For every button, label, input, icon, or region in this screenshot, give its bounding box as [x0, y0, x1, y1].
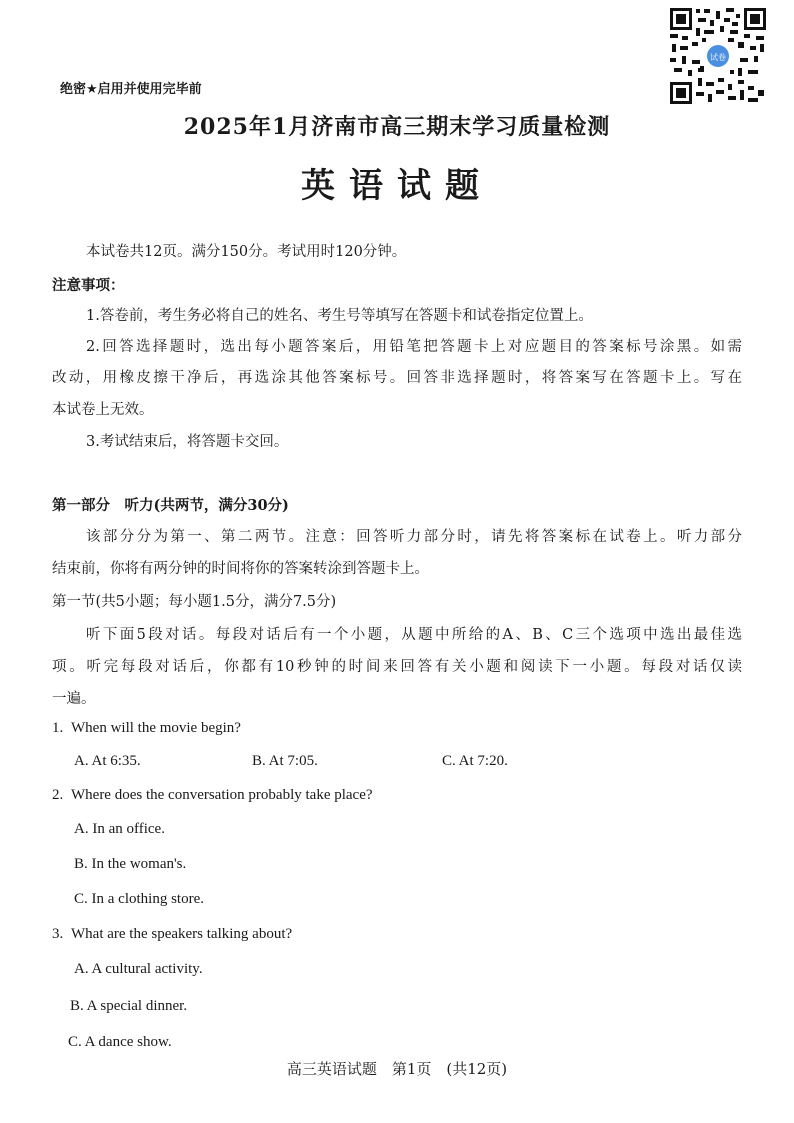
q3-option-c[interactable]: C. A dance show.: [68, 1034, 172, 1050]
notes-item-2-line-3: 本试卷上无效。: [52, 402, 154, 418]
question-number: 3.: [52, 926, 64, 942]
part1-desc-line-2: 结束前，你将有两分钟的时间将你的答案转涂到答题卡上。: [52, 561, 429, 577]
q1-option-c[interactable]: C. At 7:20.: [442, 753, 508, 769]
q3-option-b[interactable]: B. A special dinner.: [70, 998, 188, 1014]
notes-item-2-line-2: 改动，用橡皮擦干净后，再选涂其他答案标号。回答非选择题时，将答案写在答题卡上。写在: [52, 370, 742, 386]
exam-title: 2025年1月济南市高三期末学习质量检测: [183, 114, 611, 140]
question-number: 1.: [52, 720, 64, 736]
notes-item-2-line-1: 2.回答选择题时，选出每小题答案后，用铅笔把答题卡上对应题目的答案标号涂黑。如需: [86, 339, 742, 355]
secret-label: 绝密★启用并使用完毕前: [60, 82, 202, 97]
section1-line-3: 一遍。: [52, 691, 96, 707]
q3-option-a[interactable]: A. A cultural activity.: [74, 961, 203, 977]
question-text: When will the movie begin?: [71, 720, 241, 736]
section1-line-1: 听下面5段对话。每段对话后有一个小题，从题中所给的A、B、C三个选项中选出最佳选: [86, 627, 742, 643]
notes-heading: 注意事项：: [52, 277, 125, 294]
part1-heading: 第一部分 听力(共两节，满分30分): [52, 497, 289, 514]
subject-title: 英语试题: [301, 166, 493, 206]
question-text: What are the speakers talking about?: [71, 926, 293, 942]
page-footer: 高三英语试题 第1页 (共12页): [286, 1060, 508, 1078]
qr-badge: 试卷: [710, 53, 726, 62]
q2-option-c[interactable]: C. In a clothing store.: [74, 891, 204, 907]
question-2: [52, 787, 373, 804]
notes-item-3: 3.考试结束后，将答题卡交回。: [86, 434, 289, 450]
section1-line-2: 项。听完每段对话后，你都有10秒钟的时间来回答有关小题和阅读下一小题。每段对话仅读: [52, 659, 742, 675]
q2-option-b[interactable]: B. In the woman's.: [74, 856, 187, 872]
intro-text: 本试卷共12页。满分150分。考试用时120分钟。: [86, 244, 407, 260]
question-number: 2.: [52, 787, 64, 803]
question-1: [52, 720, 241, 737]
q2-option-a[interactable]: A. In an office.: [74, 821, 165, 837]
section1-heading: 第一节(共5小题；每小题1.5分，满分7.5分): [52, 594, 337, 610]
q1-option-a[interactable]: A. At 6:35.: [74, 753, 141, 769]
question-text: Where does the conversation probably take place?: [71, 787, 373, 803]
qr-code: [668, 6, 768, 106]
notes-item-1: 1.答卷前，考生务必将自己的姓名、考生号等填写在答题卡和试卷指定位置上。: [86, 308, 593, 324]
q1-option-b[interactable]: B. At 7:05.: [252, 753, 318, 769]
part1-desc-line-1: 该部分分为第一、第二两节。注意：回答听力部分时，请先将答案标在试卷上。听力部分: [86, 529, 742, 545]
question-3: [52, 926, 292, 943]
